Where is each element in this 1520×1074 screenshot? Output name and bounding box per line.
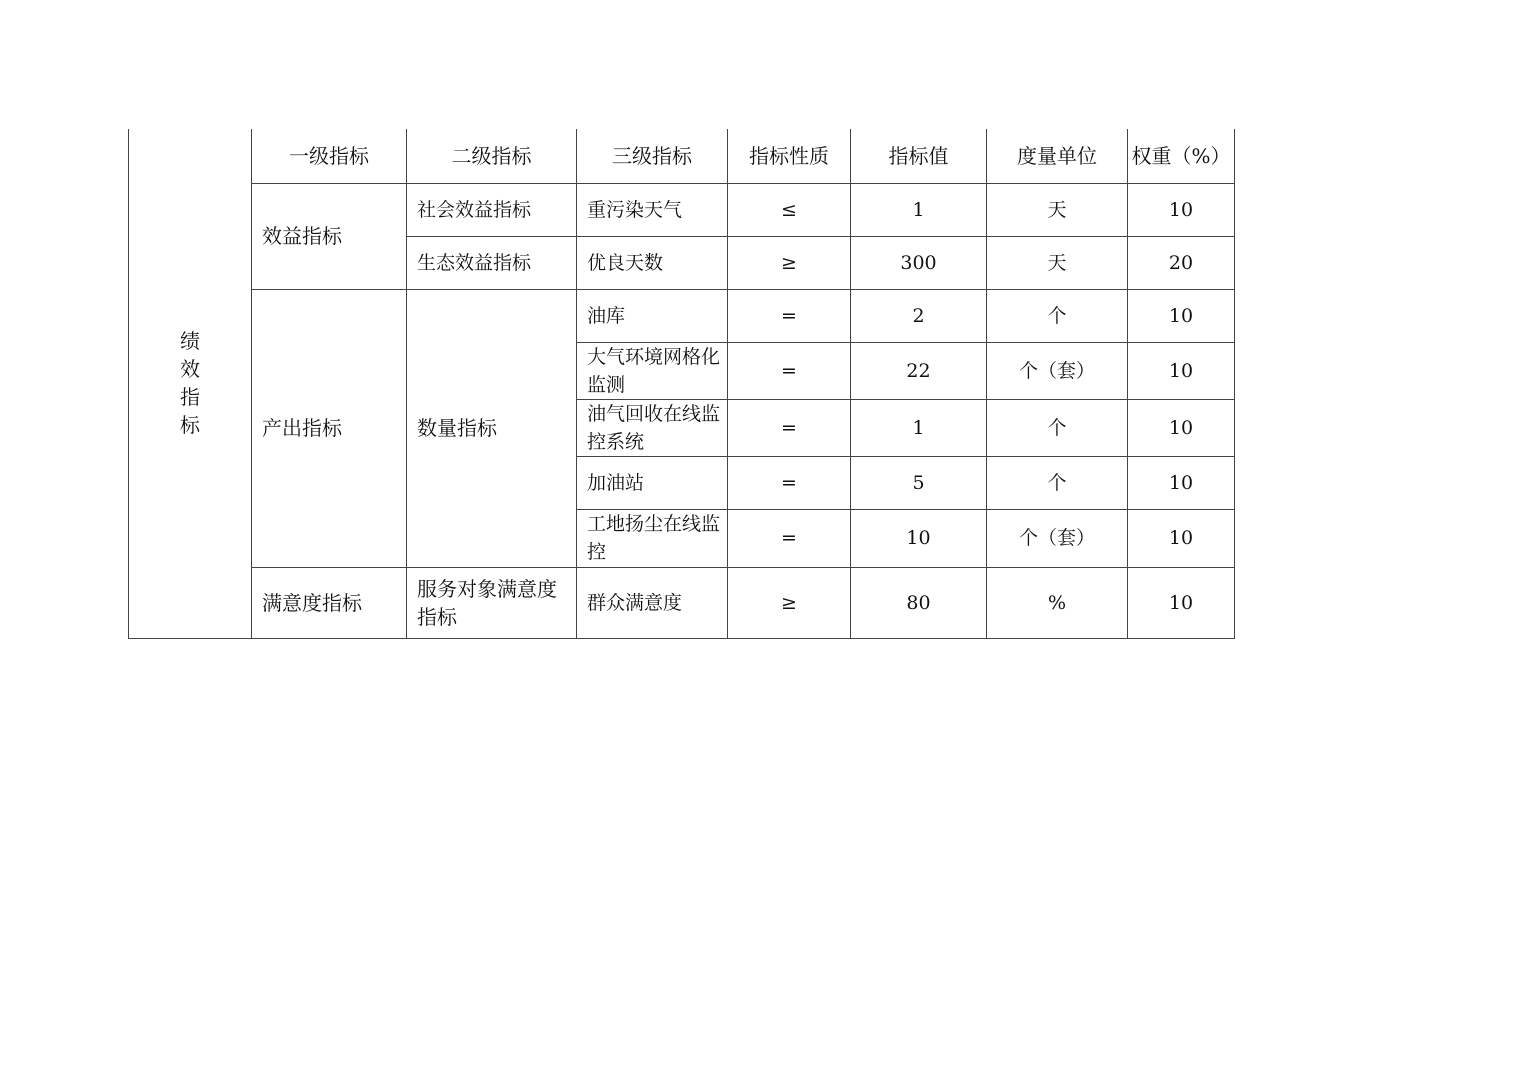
weight-cell: 10 (1128, 509, 1235, 567)
unit-cell: 天 (987, 236, 1128, 289)
level1-satisfaction: 满意度指标 (252, 567, 407, 638)
header-level2: 二级指标 (407, 129, 577, 183)
level1-benefit: 效益指标 (252, 183, 407, 289)
value-cell: 2 (851, 289, 987, 342)
weight-cell: 10 (1128, 456, 1235, 509)
weight-cell: 10 (1128, 289, 1235, 342)
value-cell: 1 (851, 183, 987, 236)
header-unit: 度量单位 (987, 129, 1128, 183)
table-header-row (129, 129, 1235, 183)
level3-cell: 加油站 (577, 456, 728, 509)
weight-cell: 10 (1128, 342, 1235, 399)
level3-cell: 大气环境网格化监测 (577, 342, 728, 399)
level2-cell: 社会效益指标 (407, 183, 577, 236)
table-row (129, 183, 1235, 236)
unit-cell: % (987, 567, 1128, 638)
level1-output: 产出指标 (252, 289, 407, 567)
value-cell: 5 (851, 456, 987, 509)
weight-cell: 10 (1128, 567, 1235, 638)
header-nature: 指标性质 (728, 129, 851, 183)
table-row (129, 567, 1235, 638)
side-label-cell (129, 129, 252, 638)
level3-cell: 工地扬尘在线监控 (577, 509, 728, 567)
header-level3: 三级指标 (577, 129, 728, 183)
level3-cell: 油气回收在线监控系统 (577, 399, 728, 456)
level3-cell: 群众满意度 (577, 567, 728, 638)
value-cell: 10 (851, 509, 987, 567)
level2-cell: 生态效益指标 (407, 236, 577, 289)
nature-cell: = (728, 456, 851, 509)
weight-cell: 10 (1128, 399, 1235, 456)
nature-cell: = (728, 399, 851, 456)
value-cell: 300 (851, 236, 987, 289)
unit-cell: 个（套） (987, 342, 1128, 399)
unit-cell: 个 (987, 399, 1128, 456)
unit-cell: 天 (987, 183, 1128, 236)
header-level1: 一级指标 (252, 129, 407, 183)
unit-cell: 个（套） (987, 509, 1128, 567)
table-row (129, 289, 1235, 342)
header-value: 指标值 (851, 129, 987, 183)
nature-cell: = (728, 342, 851, 399)
performance-indicator-table (128, 129, 1235, 639)
value-cell: 80 (851, 567, 987, 638)
value-cell: 1 (851, 399, 987, 456)
nature-cell: = (728, 289, 851, 342)
level3-cell: 油库 (577, 289, 728, 342)
level2-cell: 服务对象满意度指标 (407, 567, 577, 638)
nature-cell: ≥ (728, 567, 851, 638)
value-cell: 22 (851, 342, 987, 399)
weight-cell: 10 (1128, 183, 1235, 236)
header-weight: 权重（%） (1128, 129, 1235, 183)
weight-cell: 20 (1128, 236, 1235, 289)
level2-output: 数量指标 (407, 289, 577, 567)
nature-cell: ≥ (728, 236, 851, 289)
level3-cell: 重污染天气 (577, 183, 728, 236)
side-label: 绩效指标 (180, 328, 200, 437)
nature-cell: = (728, 509, 851, 567)
unit-cell: 个 (987, 289, 1128, 342)
nature-cell: ≤ (728, 183, 851, 236)
unit-cell: 个 (987, 456, 1128, 509)
level3-cell: 优良天数 (577, 236, 728, 289)
